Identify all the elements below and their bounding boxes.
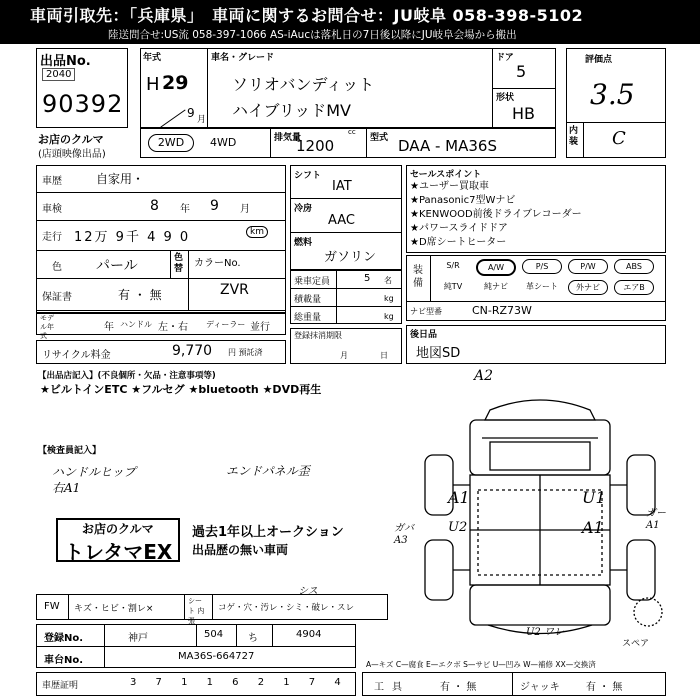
selling-points-label: セールスポイント: [410, 170, 482, 180]
equip-leather: 革シート: [526, 282, 558, 291]
selling-point: ★KENWOOD前後ドライブレコーダー: [410, 209, 582, 220]
navi-model-value: CN-RZ73W: [472, 304, 532, 317]
reg-region: 神戸: [128, 633, 148, 644]
month-unit: 月: [197, 115, 207, 125]
name-label: 車名・グレード: [211, 53, 275, 63]
jack-value: 有 ・ 無: [586, 682, 623, 693]
capacity-value: 5: [364, 273, 371, 284]
history-label: 車歴: [42, 176, 62, 187]
interior-value: C: [612, 128, 626, 149]
drive-2wd-selected: 2WD: [148, 134, 194, 152]
shaken-label: 車検: [42, 204, 62, 215]
diagram-right-side: U1: [582, 488, 606, 507]
history-value: 自家用・: [96, 172, 145, 186]
equip-sr: S/R: [446, 261, 460, 270]
car-name-1: ソリオバンディット: [232, 75, 375, 94]
seat-value: コゲ・穴・汚レ・シミ・破レ・スレ: [218, 603, 355, 613]
door-value: 5: [516, 62, 527, 81]
recycle-value: 9,770: [172, 343, 213, 359]
lot-label: 出品No.: [40, 54, 91, 69]
inspector-label: 【検査員記入】: [38, 446, 102, 456]
model-value: DAA - MA36S: [398, 137, 497, 155]
reg-class: 504: [204, 629, 224, 640]
car-name-2: ハイブリッドMV: [232, 101, 351, 120]
recycle-label: リサイクル料金: [42, 350, 111, 361]
color-label: 色: [52, 262, 62, 273]
ac-value: AAC: [328, 213, 355, 228]
capacity-unit: 名: [384, 276, 392, 285]
warranty-label: 保証書: [42, 292, 72, 303]
model-year-label: モデル年式: [40, 314, 54, 340]
year-value: 29: [162, 72, 189, 94]
jack-label: ジャッキ: [520, 682, 560, 693]
spare-label: スペア: [622, 639, 650, 649]
diagram-right-note: ガーA1: [646, 508, 666, 531]
equip-aw: A/W: [476, 259, 516, 276]
color-no-value: ZVR: [220, 282, 249, 298]
shift-value: IAT: [332, 179, 352, 194]
fuel-value: ガソリン: [324, 250, 377, 265]
equip-tv: 純TV: [443, 282, 463, 291]
seat-label: シート 内張: [188, 597, 205, 625]
capacity-label: 乗車定員: [294, 277, 331, 287]
displacement-value: 1200: [296, 137, 335, 155]
shaken-year: 8: [150, 198, 159, 214]
dealer-label: ディーラー: [206, 320, 246, 329]
diagram-left-side: A1: [448, 488, 470, 507]
color-no-label: カラーNo.: [194, 258, 241, 269]
reg-number: 4904: [296, 629, 322, 640]
lot-number: 90392: [42, 90, 124, 118]
cc-label: 排気量: [274, 133, 302, 143]
score-value: 3.5: [590, 78, 635, 111]
load-label: 積載量: [294, 295, 322, 305]
seat-handwritten: シス: [298, 586, 318, 597]
ac-label: 冷房: [294, 204, 313, 214]
door-label: ドア: [496, 53, 514, 63]
tools-label: 工具: [374, 682, 410, 693]
inspector-note-2: エンドパネル歪: [226, 464, 310, 478]
month-value: 9: [187, 106, 195, 120]
damage-legend: A—キズ C—腐食 E—エクボ S—サビ U—凹み W—補修 XX—交換済: [366, 660, 596, 669]
shop-sub: (店頭映像出品): [38, 149, 106, 160]
model-label: 型式: [370, 133, 389, 143]
cc-unit: cc: [348, 128, 356, 136]
equipment-label: 装備: [413, 265, 423, 289]
banner-line1: お店のクルマ: [82, 522, 154, 536]
selling-points-list: [410, 180, 582, 250]
cert-label: 車歴証明: [42, 681, 79, 691]
equip-ext-navi: 外ナビ: [568, 280, 608, 295]
selling-point: ★パワースライドドア: [410, 223, 508, 234]
gross-unit: kg: [384, 312, 394, 321]
mileage-value: 12万 9千 4 9 0: [74, 230, 191, 245]
selling-point: ★Panasonic7型Wナビ: [410, 195, 516, 206]
reg-limit-month: 月: [340, 351, 348, 360]
equip-abs: ABS: [614, 259, 654, 274]
aftermarket-value: 地図SD: [416, 346, 461, 361]
inspector-note-1: ハンドルヒップ 右A1: [52, 465, 136, 495]
cert-digits: 3 7 1 1 6 2 1 7 4: [130, 677, 349, 688]
reg-limit-day: 日: [380, 351, 388, 360]
diagram-right-side2: A1: [582, 518, 604, 537]
banner-line2: トレタマEX: [64, 540, 173, 564]
aftermarket-label: 後日品: [410, 330, 438, 340]
fw-label: FW: [44, 601, 60, 612]
handle-label: ハンドル: [120, 320, 152, 329]
dealer-value: 並行: [250, 322, 270, 333]
selling-point: ★D席シートヒーター: [410, 237, 507, 248]
gross-label: 総重量: [294, 313, 322, 323]
diagram-top: A2: [474, 368, 494, 384]
model-year-suffix: 年: [104, 322, 114, 333]
equip-airbag: エアB: [614, 280, 654, 295]
year-era: H: [146, 74, 160, 95]
fw-value: キズ・ヒビ・割レ×: [74, 604, 154, 614]
interior-label: 内装: [569, 126, 579, 147]
notes-label: 【出品店記入】(不良個所・欠品・注意事項等): [38, 371, 216, 381]
tools-value: 有 ・ 無: [440, 682, 477, 693]
header-contact: 車両引取先：「兵庫県」 車両に関するお問合せ：JU岐阜 058-398-5102: [30, 6, 584, 25]
banner-side2: 出品歴の無い車両: [192, 543, 289, 557]
warranty-value: 有 ・ 無: [118, 288, 162, 302]
color-value: パール: [96, 258, 138, 274]
navi-model-label: ナビ型番: [410, 307, 442, 316]
shift-label: シフト: [294, 171, 322, 181]
reg-label: 登録No.: [44, 633, 84, 644]
chassis-value: MA36S-664727: [178, 651, 255, 662]
diagram-bottom-note: U2 ワレ: [526, 627, 564, 638]
mileage-label: 走行: [42, 232, 62, 243]
shop-label: お店のクルマ: [38, 133, 104, 146]
equip-navi: 純ナビ: [484, 282, 508, 291]
load-unit: kg: [384, 294, 394, 303]
selling-point: ★ユーザー買取車: [410, 181, 489, 192]
chassis-label: 車台No.: [44, 655, 84, 666]
drive-4wd: 4WD: [210, 136, 237, 149]
header-transport: 陸送問合せ:US流 058-397-1066 AS-iAucは落札日の7日後以降にJU岐阜会場から搬出: [108, 29, 517, 41]
shape-label: 形状: [496, 93, 515, 103]
mileage-unit: km: [246, 226, 268, 238]
reg-kana: ち: [248, 633, 258, 644]
fuel-label: 燃料: [294, 238, 313, 248]
reg-limit-label: 登録抹消期限: [294, 331, 342, 340]
lot-stamp: 2040: [42, 68, 75, 81]
shaken-month: 9: [210, 198, 219, 214]
diagram-left-side2: U2: [448, 520, 468, 535]
shape-value: HB: [512, 104, 536, 123]
handle-value: 左・右: [158, 322, 188, 333]
score-label: 評価点: [585, 55, 613, 65]
shaken-year-unit: 年: [180, 204, 190, 215]
diagram-front-left: ガバA3: [394, 523, 414, 546]
recycle-unit: 円 預託済: [228, 348, 263, 357]
notes-text: ★ビルトインETC ★フルセグ ★bluetooth ★DVD再生: [40, 383, 322, 396]
equip-pw: P/W: [568, 259, 608, 274]
shaken-month-unit: 月: [240, 204, 250, 215]
banner-side1: 過去1年以上オークション: [192, 525, 344, 540]
equip-ps: P/S: [522, 259, 562, 274]
color-change-label: 色替: [174, 253, 184, 274]
year-label: 年式: [143, 53, 162, 63]
